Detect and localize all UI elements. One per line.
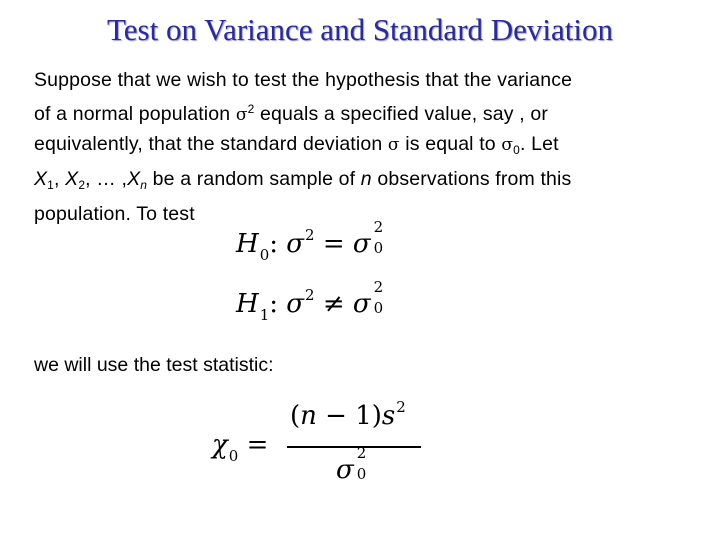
subscript: 1 (47, 178, 54, 192)
chi-statistic-lhs (212, 430, 268, 465)
paragraph-line-1: Suppose that we wish to test the hypothesis that the variance (34, 69, 573, 91)
not-equals-sign: ≠ (322, 289, 345, 319)
text-segment: . Let (519, 133, 559, 155)
exponent: 2 (373, 278, 384, 296)
exponent: 2 (305, 226, 315, 244)
sub-sup-stack (371, 278, 395, 317)
paren: ( (290, 401, 301, 431)
paragraph-line-3 (34, 130, 704, 165)
text-segment: equals a specified value, say , or (254, 103, 549, 125)
equals-sign: = (246, 430, 269, 460)
subscript: n (140, 178, 148, 192)
chi-symbol: χ (212, 430, 228, 460)
h-symbol: H (236, 229, 259, 259)
text-segment: of a normal population (34, 103, 236, 125)
sigma-symbol: σ (336, 455, 354, 485)
slide-title: Test on Variance and Standard Deviation (106, 12, 614, 47)
sigma-symbol: σ (286, 229, 305, 259)
subscript: 0 (356, 465, 367, 483)
x-variable: X (34, 168, 48, 190)
subscript: 0 (373, 239, 384, 257)
sub-sup-stack (371, 218, 395, 257)
exponent: 2 (247, 102, 255, 116)
minus-one: − 1) (316, 401, 382, 431)
exponent: 2 (396, 398, 406, 416)
text-segment: , (54, 168, 66, 190)
fraction-bar (287, 446, 421, 448)
text-segment: equivalently, that the standard deviation (34, 133, 388, 155)
exponent: 2 (356, 444, 367, 462)
sub-sup-stack (354, 444, 378, 483)
colon: : (269, 229, 278, 259)
sigma-symbol: σ (352, 229, 371, 259)
h-symbol: H (236, 289, 259, 319)
exponent: 2 (305, 286, 315, 304)
text-segment: , … , (85, 168, 128, 190)
subscript: 1 (259, 306, 270, 324)
sigma-symbol: σ (235, 105, 248, 125)
text-segment: is equal to (399, 133, 502, 155)
null-hypothesis (236, 218, 395, 264)
text-segment: observations from this (371, 168, 572, 190)
s-variable: s (381, 401, 396, 431)
n-variable: n (360, 168, 372, 190)
subscript: 0 (259, 246, 270, 264)
fraction-numerator (290, 398, 406, 431)
sigma-symbol: σ (387, 135, 400, 155)
x-variable: X (127, 168, 141, 190)
paragraph-line-5: population. To test (34, 203, 195, 225)
equals-sign: = (322, 229, 345, 259)
n-variable: n (300, 401, 317, 431)
paragraph-line-4 (34, 165, 704, 200)
subscript: 0 (513, 143, 520, 157)
fraction-denominator (336, 444, 378, 485)
sigma-symbol: σ (501, 135, 514, 155)
intro-paragraph (34, 66, 704, 229)
paragraph-line-2 (34, 95, 704, 130)
text-segment: be a random sample of (147, 168, 361, 190)
sigma-symbol: σ (286, 289, 305, 319)
alternative-hypothesis (236, 278, 395, 324)
x-variable: X (65, 168, 79, 190)
sigma-symbol: σ (352, 289, 371, 319)
colon: : (269, 289, 278, 319)
subscript: 2 (78, 178, 86, 192)
subscript: 0 (228, 447, 239, 465)
statistic-lead-in: we will use the test statistic: (34, 354, 274, 376)
exponent: 2 (373, 218, 384, 236)
subscript: 0 (373, 299, 384, 317)
